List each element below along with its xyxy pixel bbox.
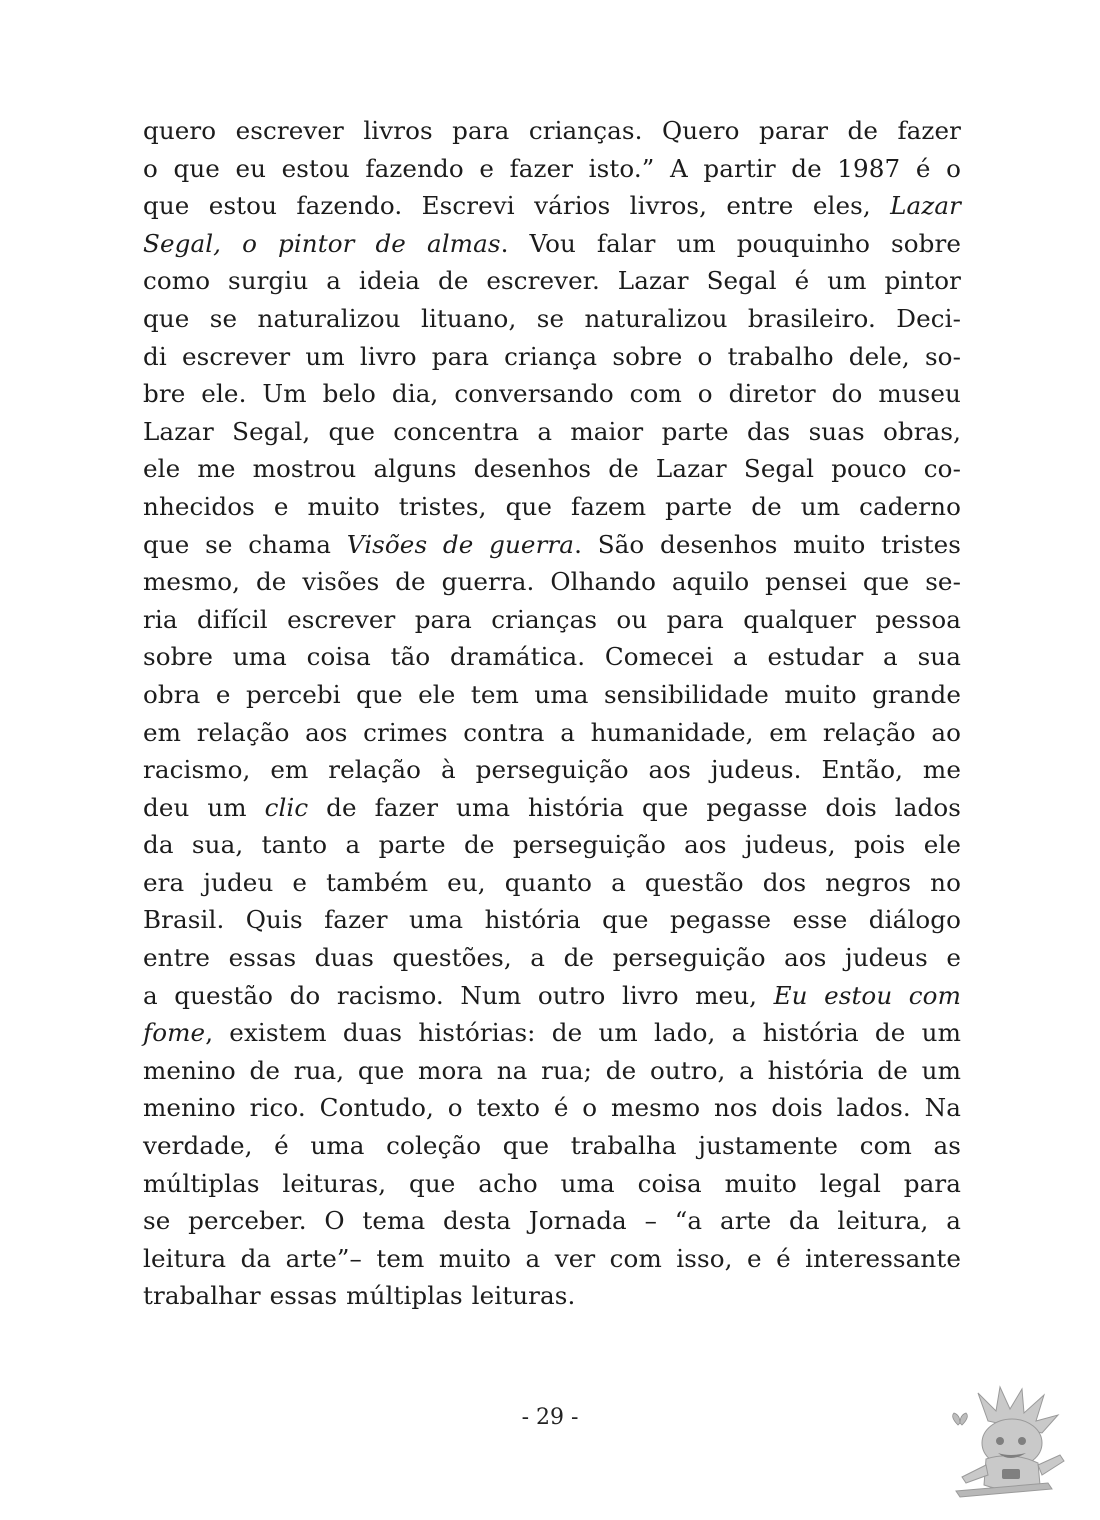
text-segment: de fazer uma história que pegasse dois lados xyxy=(308,792,961,822)
text-line xyxy=(143,450,961,488)
text-segment: da sua, tanto a parte de perseguição aos judeus, pois ele xyxy=(143,830,961,860)
text-line xyxy=(143,864,961,902)
italic-title-text: Eu estou com xyxy=(773,980,961,1010)
text-line xyxy=(143,1127,961,1165)
text-segment: entre essas duas questões, a de perseguição aos judeus e xyxy=(143,943,961,973)
text-segment: di escrever um livro para criança sobre o trabalho dele, so- xyxy=(143,341,961,371)
text-segment: o que eu estou fazendo e fazer isto.” A partir de 1987 é o xyxy=(143,153,961,183)
text-line xyxy=(143,488,961,526)
text-segment: quero escrever livros para crianças. Quero parar de fazer xyxy=(143,116,961,145)
body-text xyxy=(143,112,961,1315)
text-line xyxy=(143,526,961,564)
text-line xyxy=(143,300,961,338)
text-segment: ria difícil escrever para crianças ou para qualquer pessoa xyxy=(143,604,961,634)
text-segment: verdade, é uma coleção que trabalha justamente com as xyxy=(143,1131,961,1161)
text-line xyxy=(143,601,961,639)
italic-title-text: clic xyxy=(264,792,309,822)
italic-title-text: Segal, o pintor de almas xyxy=(143,228,501,258)
text-line xyxy=(143,826,961,864)
text-line xyxy=(143,1089,961,1127)
mascot-illustration-icon xyxy=(948,1385,1070,1503)
text-line xyxy=(143,714,961,752)
text-line xyxy=(143,563,961,601)
text-segment: menino de rua, que mora na rua; de outro, a história de um xyxy=(143,1055,961,1085)
text-segment: a questão do racismo. Num outro livro meu, xyxy=(143,980,774,1010)
text-segment: sobre uma coisa tão dramática. Comecei a estudar a sua xyxy=(143,642,961,672)
text-segment: , existem duas histórias: de um lado, a história de um xyxy=(205,1018,961,1048)
text-segment: Brasil. Quis fazer uma história que pegasse esse diálogo xyxy=(143,905,961,935)
text-line xyxy=(143,751,961,789)
text-segment: deu um xyxy=(143,792,265,822)
text-line xyxy=(143,1165,961,1203)
text-line xyxy=(143,638,961,676)
text-line xyxy=(143,1240,961,1278)
text-line xyxy=(143,1277,961,1315)
text-segment: era judeu e também eu, quanto a questão dos negros no xyxy=(143,867,961,897)
page-number: - 29 - xyxy=(521,1405,579,1430)
text-segment: que estou fazendo. Escrevi vários livros, entre eles, xyxy=(143,191,891,221)
text-segment: Lazar Segal, que concentra a maior parte das suas obras, xyxy=(143,416,961,446)
text-line xyxy=(143,375,961,413)
text-line xyxy=(143,901,961,939)
text-segment: que se naturalizou lituano, se naturalizou brasileiro. Deci- xyxy=(143,303,961,333)
text-line xyxy=(143,338,961,376)
text-line xyxy=(143,939,961,977)
text-line xyxy=(143,1014,961,1052)
text-line xyxy=(143,1052,961,1090)
text-segment: que se chama xyxy=(143,529,347,559)
text-segment: em relação aos crimes contra a humanidade, em relação ao xyxy=(143,717,961,747)
text-segment: . Vou falar um pouquinho sobre xyxy=(500,228,961,258)
italic-title-text: Visões de guerra xyxy=(346,529,575,559)
text-segment: nhecidos e muito tristes, que fazem parte de um caderno xyxy=(143,491,961,521)
text-segment: leitura da arte”– tem muito a ver com isso, e é interessante xyxy=(143,1243,961,1273)
text-segment: múltiplas leituras, que acho uma coisa muito legal para xyxy=(143,1168,961,1198)
text-segment: obra e percebi que ele tem uma sensibilidade muito grande xyxy=(143,679,961,709)
text-line xyxy=(143,187,961,225)
text-line xyxy=(143,150,961,188)
text-line xyxy=(143,262,961,300)
text-segment: se perceber. O tema desta Jornada – “a arte da leitura, a xyxy=(143,1206,961,1236)
text-segment: como surgiu a ideia de escrever. Lazar Segal é um pintor xyxy=(143,266,961,296)
text-line xyxy=(143,789,961,827)
italic-title-text: fome xyxy=(143,1018,206,1048)
text-segment: menino rico. Contudo, o texto é o mesmo nos dois lados. Na xyxy=(143,1093,961,1123)
italic-title-text: Lazar xyxy=(890,191,961,221)
text-line xyxy=(143,413,961,451)
text-line xyxy=(143,225,961,263)
text-line xyxy=(143,676,961,714)
text-segment: trabalhar essas múltiplas leituras. xyxy=(143,1281,576,1311)
text-segment: bre ele. Um belo dia, conversando com o diretor do museu xyxy=(143,379,961,409)
text-segment: racismo, em relação à perseguição aos judeus. Então, me xyxy=(143,755,961,785)
text-line xyxy=(143,112,961,150)
text-line xyxy=(143,977,961,1015)
text-segment: mesmo, de visões de guerra. Olhando aquilo pensei que se- xyxy=(143,567,961,597)
text-segment: . São desenhos muito tristes xyxy=(574,529,962,559)
text-segment: ele me mostrou alguns desenhos de Lazar Segal pouco co- xyxy=(143,454,961,484)
text-line xyxy=(143,1202,961,1240)
